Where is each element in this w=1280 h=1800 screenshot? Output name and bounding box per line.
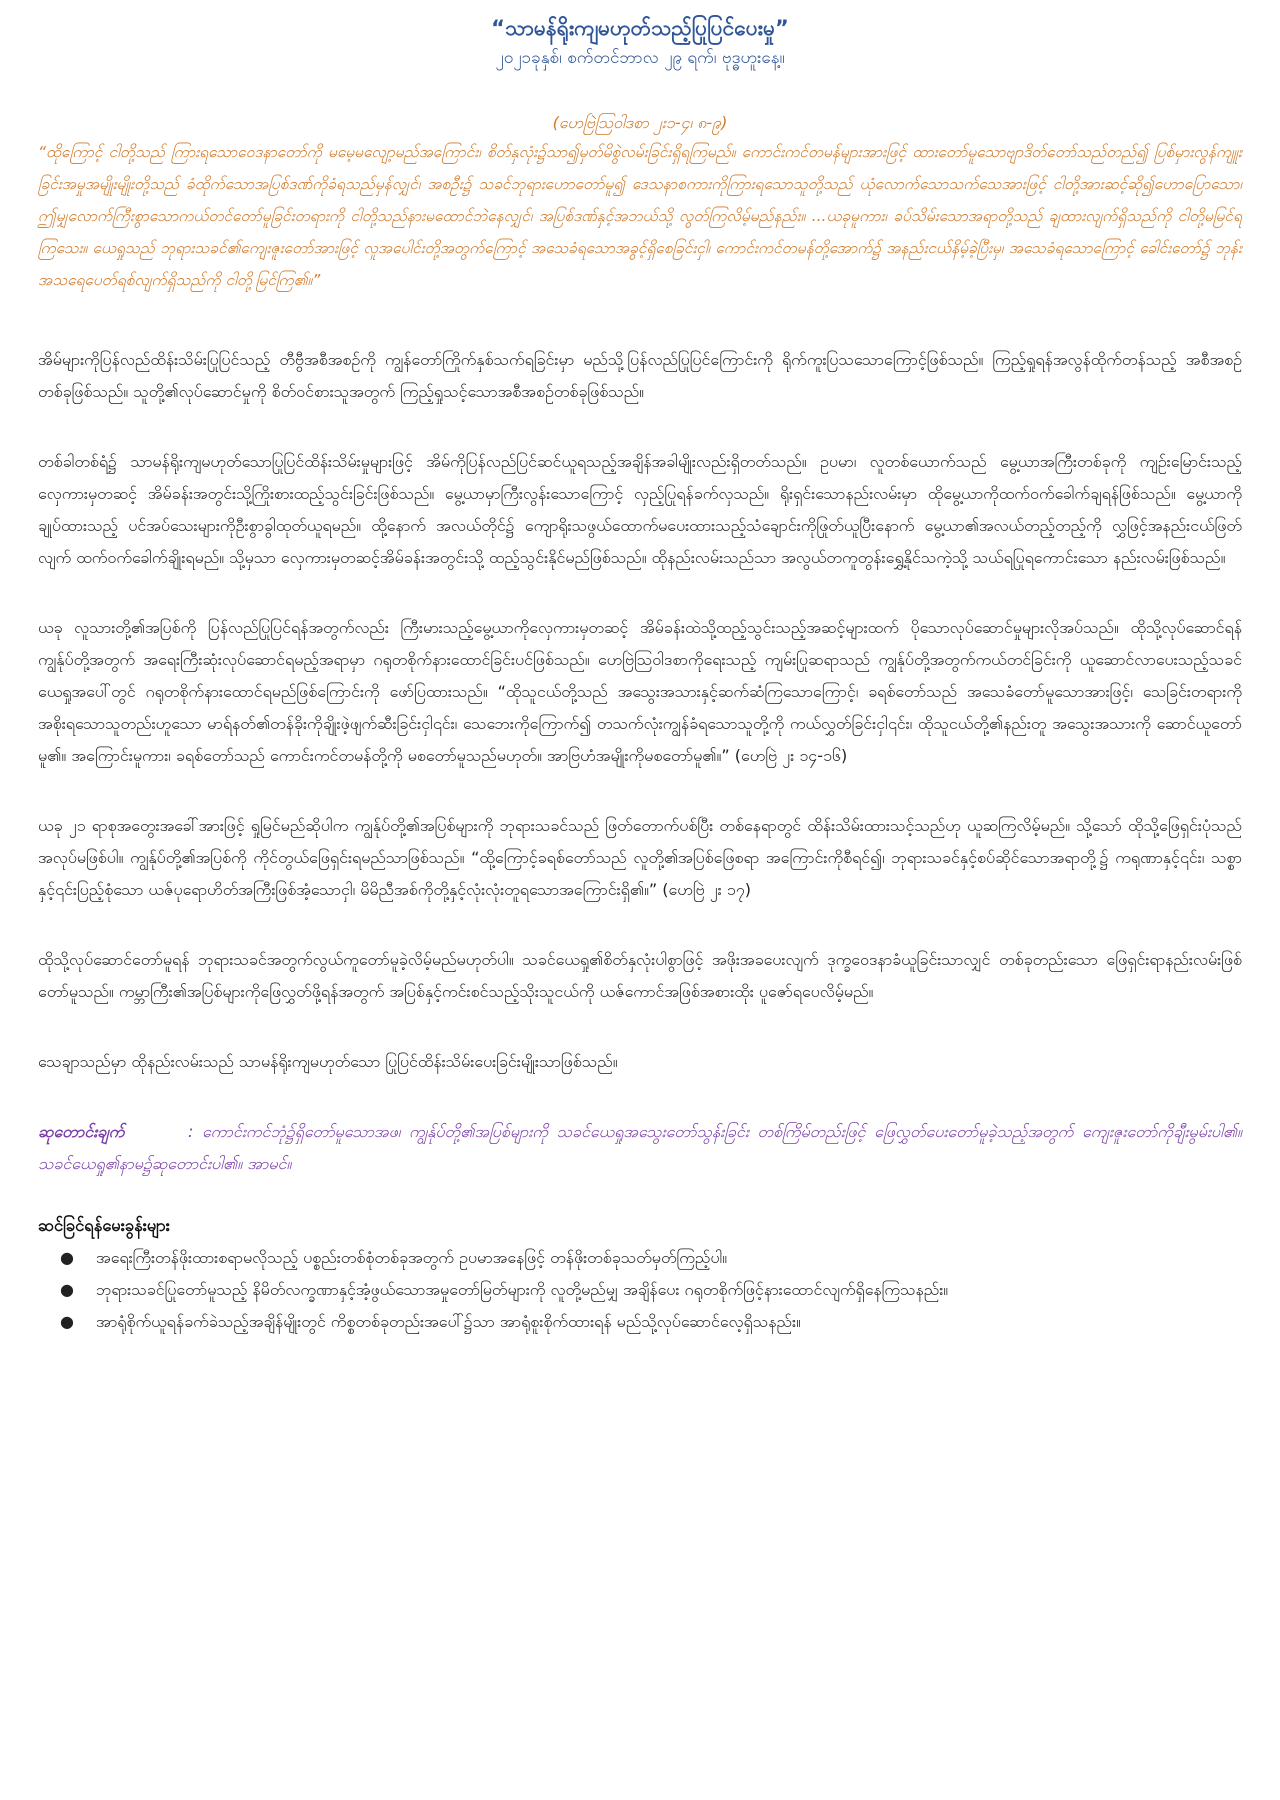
question-item [60,1274,1242,1306]
questions-heading: ဆင်ခြင်ရန်မေးခွန်းများ [38,1216,170,1235]
question-text: အာရုံစိုက်ယူရန်ခက်ခဲသည့်အချိန်မျိုးတွင် ကိစ္စတစ်ခုတည်းအပေါ်၌သာ အာရုံစူးစိုက်ထားရန် မည်သို့လုပ်ဆောင်လေ့ရှိသနည်း။ [96,1312,801,1331]
spacer [38,1008,1242,1046]
prayer-block [38,1116,1242,1180]
spacer [38,1180,1242,1210]
prayer-label: ဆုတောင်းချက် [38,1122,125,1141]
spacer [38,906,1242,944]
bullet-icon: ● [60,1280,74,1299]
scripture-reference: (ဟေဗြဲဩဝါဒစာ ၂း၁-၄၊ ၈-၉) [552,113,728,132]
question-item [60,1306,1242,1338]
body-paragraph-1: အိမ်များကိုပြန်လည်ထိန်းသိမ်းပြုပြင်သည့် တီဗွီအစီအစဉ်ကို ကျွန်တော်ကြိုက်နှစ်သက်ရခြင်းမှာ မည်သို့ပြန်လည်ပြုပြင်ကြောင်းကို ရိုက်ကူးပြသသောကြောင့်ဖြစ်သည်။ ကြည့်ရှုရန်အလွန်ထိုက်တန်သည့် အစီအစဉ်တစ်ခုဖြစ်သည်။ သူတို့၏လုပ်ဆောင်မှုကို စိတ်ဝင်စားသူအတွက် ကြည့်ရှုသင့်သောအစီအစဉ်တစ်ခုဖြစ်သည်။ [38,350,1242,401]
body-paragraph-4: ယခု ၂၁ ရာစုအတွေးအခေါ်အားဖြင့် ရှုမြင်မည်ဆိုပါက ကျွန်ုပ်တို့၏အပြစ်များကို ဘုရားသခင်သည် ဖြတ်တောက်ပစ်ပြီး တစ်နေရာတွင် ထိန်းသိမ်းထားသင့်သည်ဟု ယူဆကြလိမ့်မည်။ သို့သော် ထိုသို့ဖြေရှင်းပုံသည် အလုပ်မဖြစ်ပါ။ ကျွန်ုပ်တို့၏အပြစ်ကို ကိုင်တွယ်ဖြေရှင်းရမည်သာဖြစ်သည်။ “ထို့ကြောင့်ခရစ်တော်သည် လူတို့၏အပြစ်ဖြေစရာ အကြောင်းကိုစီရင်၍၊ ဘုရားသခင်နှင့်စပ်ဆိုင်သောအရာတို့၌ ကရုဏာနှင့်၎င်း၊ သစ္စာနှင့်၎င်းပြည့်စုံသော ယဇ်ပုရောဟိတ်အကြီးဖြစ်အံ့သောငှါ၊ မိမိညီအစ်ကိုတို့နှင့်လုံးလုံးတူရသောအကြောင်းရှိ၏။” (ဟေဗြဲ ၂း ၁၇) [38,816,1242,899]
spacer [38,1078,1242,1116]
spacer [38,574,1242,612]
bullet-icon: ● [60,1312,74,1331]
prayer-text: : ကောင်းကင်ဘုံ၌ရှိတော်မူသောအဖ၊ ကျွန်ုပ်တို့၏အပြစ်များကို သခင်ယေရှုအသွေးတော်သွန်းခြင်း တစ်ကြိမ်တည်းဖြင့် ဖြေလွှတ်ပေးတော်မူခဲ့သည့်အတွက် ကျေးဇူးတော်ကိုချီးမွမ်းပါ၏။ သခင်ယေရှု၏နာမ၌ဆုတောင်းပါ၏။ အာမင်။ [38,1122,1242,1173]
spacer [38,772,1242,810]
spacer [38,408,1242,446]
date-line: ၂၀၂၁ခုနှစ်၊ စက်တင်ဘာလ ၂၉ ရက်၊ ဗုဒ္ဓဟူးနေ့။ [495,48,785,68]
body-paragraph-3: ယခု လူသားတို့၏အပြစ်ကို ပြန်လည်ပြုပြင်ရန်အတွက်လည်း ကြီးမားသည့်မွေ့ယာကိုလှေကားမှတဆင့် အိမ်ခန်းထဲသို့ထည့်သွင်းသည့်အဆင့်များထက် ပိုသောလုပ်ဆောင်မှုများလိုအပ်သည်။ ထိုသို့လုပ်ဆောင်ရန် ကျွန်ုပ်တို့အတွက် အရေးကြီးဆုံးလုပ်ဆောင်ရမည့်အရာမှာ ဂရုတစိုက်နားထောင်ခြင်းပင်ဖြစ်သည်။ ဟေဗြဲဩဝါဒစာကိုရေးသည့် ကျမ်းပြုဆရာသည် ကျွန်ုပ်တို့အတွက်ကယ်တင်ခြင်းကို ယူဆောင်လာပေးသည့်သခင်ယေရှုအပေါ်တွင် ဂရုတစိုက်နားထောင်ရမည်ဖြစ်ကြောင်းကို ဖော်ပြထားသည်။ “ထိုသူငယ်တို့သည် အသွေးအသားနှင့်ဆက်ဆံကြသောကြောင့်၊ ခရစ်တော်သည် အသေခံတော်မူသောအားဖြင့်၊ သေခြင်းတရားကို အစိုးရသောသူတည်းဟူသော မာရ်နတ်၏တန်ခိုးကိုချိုးဖဲ့ဖျက်ဆီးခြင်းငှါ၎င်း၊ သေဘေးကိုကြောက်၍ တသက်လုံးကျွန်ခံရသောသူတို့ကို ကယ်လွှတ်ခြင်းငှါ၎င်း၊ ထိုသူငယ်တို့၏နည်းတူ အသွေးအသားကို ဆောင်ယူတော်မူ၏။ အကြောင်းမူကား၊ ခရစ်တော်သည် ကောင်းကင်တမန်တို့ကို မစတော်မူသည်မဟုတ်။ အာဗြဟံအမျိုးကိုမစတော်မူ၏။” (ဟေဗြဲ ၂း ၁၄-၁၆) [38,618,1242,765]
scripture-passage: “ထိုကြောင့် ငါတို့သည် ကြားရသောဝေဒနာတော်ကို မမေ့မလျော့မည်အကြောင်း၊ စိတ်နှလုံး၌သာ၍မှတ်မိစွဲလမ်းခြင်းရှိရကြမည်။ ကောင်းကင်တမန်များအားဖြင့် ထားတော်မူသောဗျာဒိတ်တော်သည်တည်၍ ပြစ်မှားလွန်ကျူးခြင်းအမှုအမျိုးမျိုးတို့သည် ခံထိုက်သောအပြစ်ဒဏ်ကိုခံရသည်မှန်လျှင်၊ အစဦး၌ သခင်ဘုရားဟောတော်မူ၍ ဒေသနာစကားကိုကြားရသောသူတို့သည် ယုံလောက်သောသက်သေအားဖြင့် ငါတို့အားဆင့်ဆို၍ဟောပြောသော၊ ဤမျှလောက်ကြီးစွာသောကယ်တင်တော်မူခြင်းတရားကို ငါတို့သည်နားမထောင်ဘဲနေလျှင်၊ အပြစ်ဒဏ်နှင့်အဘယ်သို့ လွတ်ကြလိမ့်မည်နည်း။ ...ယခုမူကား၊ ခပ်သိမ်းသောအရာတို့သည် ချထားလျက်ရှိသည်ကို ငါတို့မမြင်ရကြသေး။ ယေရှုသည် ဘုရားသခင်၏ကျေးဇူးတော်အားဖြင့် လူအပေါင်းတို့အတွက်ကြောင့် အသေခံရသောအခွင့်ရှိစေခြင်းငှါ၊ ကောင်းကင်တမန်တို့အောက်၌ အနည်းငယ်နိမ့်ခဲ့ပြီးမှ၊ အသေခံရသောကြောင့် ခေါင်းတော်၌ ဘုန်းအသရေပေတ်ရစ်လျက်ရှိသည်ကို ငါတို့မြင်ကြ၏။” [38,143,1242,289]
question-text: ဘုရားသခင်ပြုတော်မူသည့် နိမိတ်လက္ခဏာနှင့်အံ့ဖွယ်သောအမှုတော်မြတ်များကို လူတို့မည်မျှ အချိန်ပေး ဂရုတစိုက်ဖြင့်နားထောင်လျက်ရှိနေကြသနည်း။ [96,1280,949,1299]
devotional-title: “သာမန်ရိုးကျမဟုတ်သည့်ပြုပြင်ပေးမှု” [491,16,789,40]
body-paragraph-5: ထိုသို့လုပ်ဆောင်တော်မူရန် ဘုရားသခင်အတွက်လွယ်ကူတော်မူခဲ့လိမ့်မည်မဟုတ်ပါ။ သခင်ယေရှု၏စိတ်နှလုံးပါစွာဖြင့် အဖိုးအခပေးလျက် ဒုက္ခဝေဒနာခံယူခြင်းသာလျှင် တစ်ခုတည်းသော ဖြေရှင်းရာနည်းလမ်းဖြစ်တော်မူသည်။ ကမ္ဘာကြီး၏အပြစ်များကိုဖြေလွှတ်ဖို့ရန်အတွက် အပြစ်နှင့်ကင်းစင်သည့်သိုးသူငယ်ကို ယဇ်ကောင်အဖြစ်အစားထိုး ပူဇော်ရပေလိမ့်မည်။ [38,950,1242,1001]
questions-list [38,1242,1242,1338]
body-paragraph-2: တစ်ခါတစ်ရံ၌ သာမန်ရိုးကျမဟုတ်သောပြုပြင်ထိန်းသိမ်းမှုများဖြင့် အိမ်ကိုပြန်လည်ပြင်ဆင်ယူရသည့်အချိန်အခါမျိုးလည်းရှိတတ်သည်။ ဥပမာ၊ လူတစ်ယောက်သည် မွေ့ယာအကြီးတစ်ခုကို ကျဉ်းမြောင်းသည့်လှေကားမှတဆင့် အိမ်ခန်းအတွင်းသို့ကြိုးစားထည့်သွင်းခြင်းဖြစ်သည်။ မွေ့ယာမှာကြီးလွန်းသောကြောင့် လှည့်ပြုရန်ခက်လှသည်။ ရိုးရှင်းသောနည်းလမ်းမှာ ထိုမွေ့ယာကိုထက်ဝက်ခေါက်ချရန်ဖြစ်သည်။ မွေ့ယာကိုချုပ်ထားသည့် ပင်အပ်သေးများကိုဦးစွာခွါထုတ်ယူရမည်။ ထို့နောက် အလယ်တိုင်၌ ကျောရိုးသဖွယ်ထောက်မပေးထားသည့်သံချောင်းကိုဖြုတ်ယူပြီးနောက် မွေ့ယာ၏အလယ်တည့်တည့်ကို လွှဖြင့်အနည်းငယ်ဖြတ်လျက် ထက်ဝက်ခေါက်ချိုးရမည်။ သို့မှသာ လှေကားမှတဆင့်အိမ်ခန်းအတွင်းသို့ ထည့်သွင်းနိုင်မည်ဖြစ်သည်။ ထိုနည်းလမ်းသည်သာ အလွယ်တကူတွန်းရွှေ့နိုင်သကဲ့သို့ သယ်ရပြုရကောင်းသော နည်းလမ်းဖြစ်သည်။ [38,452,1242,567]
body-paragraph-6: သေချာသည်မှာ ထိုနည်းလမ်းသည် သာမန်ရိုးကျမဟုတ်သော ပြုပြင်ထိန်းသိမ်းပေးခြင်းမျိုးသာဖြစ်သည်။ [38,1052,618,1071]
question-item [60,1242,1242,1274]
question-text: အရေးကြီးတန်ဖိုးထားစရာမလိုသည့် ပစ္စည်းတစ်စုံတစ်ခုအတွက် ဥပမာအနေဖြင့် တန်ဖိုးတစ်ခုသတ်မှတ်ကြည့်ပါ။ [96,1248,728,1267]
devotional-page [38,12,1242,1338]
bullet-icon: ● [60,1248,74,1267]
spacer [38,296,1242,344]
